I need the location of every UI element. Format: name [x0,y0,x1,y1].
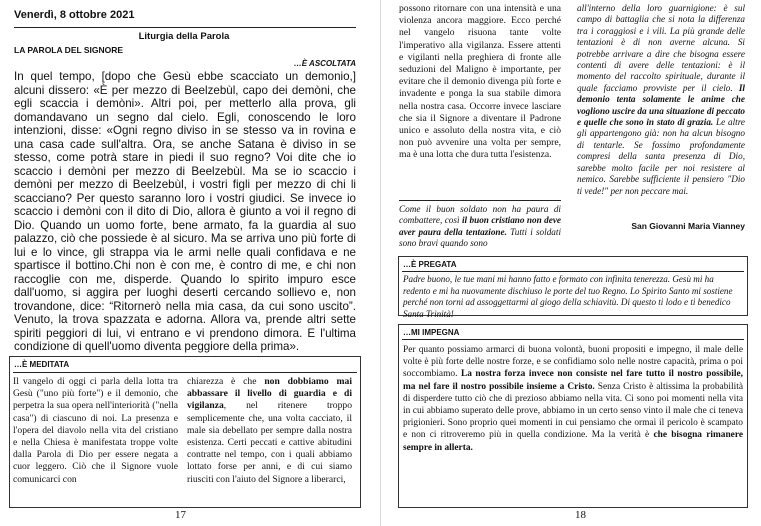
right-page [381,0,761,526]
impegna-emphasis-2: che bisogna rimanere sempre in allerta. [403,430,743,453]
header-rule [14,27,356,28]
impegna-text [403,344,743,454]
meditata-rule [13,372,357,373]
impegna-text-b: Senza Cristo è altissima la probabilità di disperdere tutto ciò che di prezioso abbiamo nella vita. Ci sono poi momenti nella vita in cui abbiamo superato delle prove, abbiamo in un certo senso vinto il male che ci teneva prigionieri. Sono proprio quei momenti in cui pensiamo che ormai il pericolo è scampato e non ci ritroveremo più in quella condizione. Ma la verità è [403,381,743,441]
quote2-text-b: Le altre gli appartengono già: non ha alcun bisogno di tentarle. Se fossimo profondamente compresi della santa presenza di Dio, sarebbe molto facile per noi resistere al nemico. Sarebbe sufficiente il pensiero "Dio ti vede!" per non peccare mai. [577,117,746,196]
pregata-text: Padre buono, le tue mani mi hanno fatto e formato con infinita tenerezza. Gesù mi ha redento e mi ha nuovamente dischiuso le porte del tuo Regno. Lo Spirito Santo mi sostiene perché non torni ad assoggettarmi al giogo della schiavitù. Di questo ti lodo e ti benedico Santa Trinità! [403,274,733,319]
quote-emphasis: il buon cristiano non deve aver paura della tentazione. [399,215,561,237]
section-title: Liturgia della Parola [138,31,230,42]
quote-text-b: Tutti i soldati sono bravi quando sono [399,226,561,249]
heading-ascoltata: …È ASCOLTATA [293,59,356,68]
impegna-rule [402,339,744,340]
right-column-1-text: possono ritornare con una intensità e una violenza ancora maggiore. Ecco perché nel vangelo risuona tante volte l'imperativo alla vigilanza. Essere attenti e vigilanti nella preghiera di fronte alle seduzioni del Maligno è importante, per evitare che il demonio divenga più forte e invadente e ponga la sua stabile dimora nella nostra casa. Occorre invece lasciare che sia il Signore a diventare il Padrone unico e assoluto della nostra vita, e ciò non può avvenire una volta per sempre, ma è una lotta che dura tutta l'esistenza. [399,3,561,161]
meditata-col2-text-a: chiarezza è che [187,376,265,387]
heading-meditata: …È MEDITATA [14,360,70,369]
quote-rule [399,200,561,201]
page-date: Venerdì, 8 ottobre 2021 [14,9,135,21]
page-number-right: 18 [575,509,586,521]
quote2-emphasis: Il demonio tenta solamente le anime che vogliono uscire da una situazione di peccato e quelle che sono in stato di grazia. [577,82,745,128]
right-column-2-quote [577,3,745,197]
quote2-text-a: all'interno della loro guarnigione: è sul campo di battaglia che si nota la differenza tra i coraggiosi e i vili. La più grande delle tentazioni è di non averne alcuna. Si potrebbe arrivare a dire che bisogna essere contenti di avere delle tentazioni: è il momento del raccolto spirituale, durante il quale facciamo provviste per il cielo. [577,3,745,93]
page-number-left: 17 [175,509,186,521]
left-page [0,0,380,526]
heading-impegna: …MI IMPEGNA [403,328,460,337]
impegna-text-a: Per quanto possiamo armarci di buona volontà, buoni propositi e impegno, il male delle volte è più forte delle nostre forze, e se confidiamo solo nelle nostre capacità, prima o poi soccombiamo. [403,345,743,380]
right-column-1-quote [399,204,561,250]
subtitle: LA PAROLA DEL SIGNORE [14,45,124,55]
meditata-column-1: Il vangelo di oggi ci parla della lotta tra Gesù ("uno più forte") e il demonio, che perpetra la sua opera nell'interiorità ("nella casa") di ciascuno di noi. La presenza e l'opera del diavolo nella vita del cristiano e nella Chiesa è manifestata troppe volte dalla Parola di Dio per essere negata a cuor leggero. Ciò che il Signore vuole comunicarci con [13,376,178,485]
meditata-col2-emphasis: non dobbiamo mai abbassare il livello di guardia e di vigilanza [187,376,352,412]
meditata-column-2 [187,376,352,486]
quote-text-a: Come il buon soldato non ha paura di combattere, così [399,204,561,226]
meditata-col2-text-b: , nel ritenere troppo semplicemente che, una volta cacciato, il male sia debellato per sempre dalla nostra esistenza. Certi peccati e cattive abitudini contratte nel tempo, con i quali abbiamo lottato forse per anni, e di cui siamo riusciti con l'aiuto del Signore a liberarci, [187,400,352,485]
heading-pregata: …È PREGATA [403,260,457,269]
impegna-emphasis-1: La nostra forza invece non consiste nel fare tutto il nostro possibile, ma nel fare il nostro possibile insieme a Cristo. [403,369,743,392]
pregata-rule [402,271,744,272]
quote-signature: San Giovanni Maria Vianney [631,221,745,231]
gospel-text: In quel tempo, [dopo che Gesù ebbe scacciato un demonio,] alcuni dissero: «È per mezzo di Beelzebùl, capo dei demòni, che egli scaccia i demòni». Altri poi, per metterlo alla prova, gli domandavano un segno dal cielo. Egli, conoscendo le loro intenzioni, disse: «Ogni regno diviso in se stesso va in rovina e una casa cade sull'altra. Ora, se anche Satana è diviso in se stesso, come potrà stare in piedi il suo regno? Voi dite che io scaccio i demòni per mezzo di Beelzebùl. Ma se io scaccio i demòni per mezzo di Beelzebùl, i vostri figli per mezzo di chi li scacciano? Per questo saranno loro i vostri giudici. Se invece io scaccio i demòni con il dito di Dio, allora è giunto a voi il regno di Dio. Quando un uomo forte, bene armato, fa la guardia al suo palazzo, ciò che possiede è al sicuro. Ma se arriva uno più forte di lui e lo vince, gli strappa via le armi nelle quali confidava e ne spartisce il bottino.Chi non è con me, è contro di me, e chi non raccoglie con me, disperde. Quando lo spirito impuro esce dall'uomo, si aggira per luoghi deserti cercando sollievo e, non trovandone, dice: “Ritornerò nella mia casa, da cui sono uscito”. Venuto, la trova spazzata e adorna. Allora va, prende altri sette spiriti peggiori di lui, vi entrano e vi prendono dimora. E l'ultima condizione di quell'uomo diventa peggiore della prima». [14,70,356,353]
